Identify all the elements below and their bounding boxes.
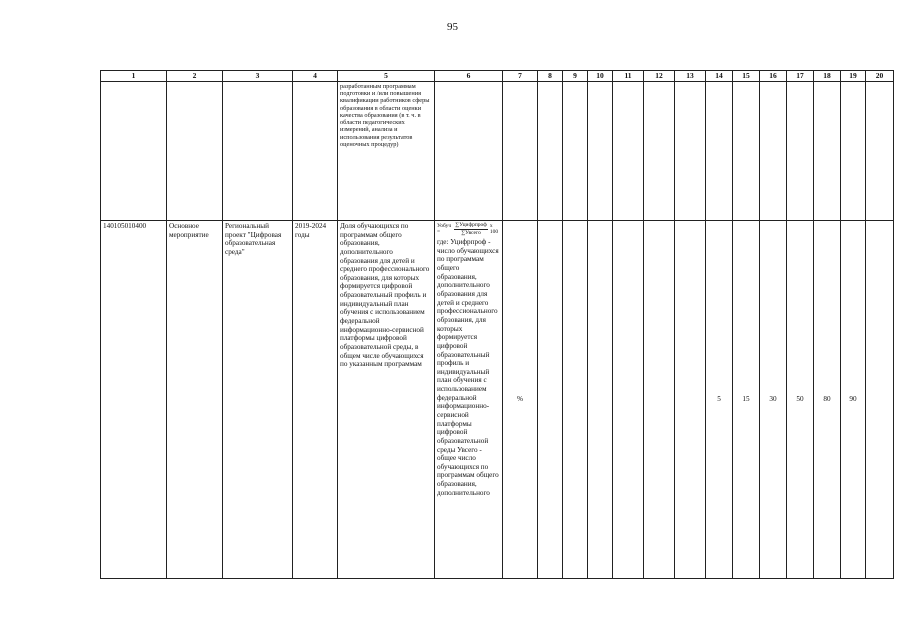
value-cell: 15 [733, 221, 760, 579]
formula: Уобуч = $\frac{\text{∑Уцифрпроф}}{\text{∑Увсего}}$ х 100 [437, 222, 499, 236]
value-cell: 50 [787, 221, 814, 579]
col-header: 14 [706, 71, 733, 82]
col-header: 15 [733, 71, 760, 82]
col-header: 9 [563, 71, 588, 82]
table-row [101, 82, 894, 221]
col-header: 1 [101, 71, 167, 82]
period-cell: 2019-2024 годы [293, 221, 338, 579]
type-cell: Основное мероприятие [167, 221, 223, 579]
value-cell: 30 [760, 221, 787, 579]
header-row [101, 71, 894, 82]
project-cell: Региональный проект "Цифровая образовательная среда" [223, 221, 293, 579]
col-header: 16 [760, 71, 787, 82]
col-header: 6 [435, 71, 503, 82]
col-header: 10 [588, 71, 613, 82]
value-cell: 80 [814, 221, 841, 579]
col-header: 7 [503, 71, 538, 82]
col-header: 12 [644, 71, 675, 82]
formula-description: где: Уцифрпроф - число обучающихся по программам общего образования, дополнительного образования для детей и среднего профессионального обрзования, для которых формируется цифровой образовательный профиль и индивидуальный план обучения с использованием федеральной информационно-сервисной платформы цифровой образовательной среды Увсего - общее число обучающихся по программам общего образования, дополнительного [437, 238, 499, 497]
col-header: 4 [293, 71, 338, 82]
table-row [101, 221, 894, 579]
indicator-name-continuation: разработанным программам подготовки и /или повышения квалификации работников сферы образования в области оценки качества образования (в т. ч. в области педагогических измерений, анализа и использования результатов оценочных процедур) [338, 82, 435, 221]
col-header: 3 [223, 71, 293, 82]
col-header: 17 [787, 71, 814, 82]
col-header: 18 [814, 71, 841, 82]
col-header: 8 [538, 71, 563, 82]
col-header: 5 [338, 71, 435, 82]
col-header: 11 [613, 71, 644, 82]
col-header: 20 [866, 71, 894, 82]
unit-cell: % [503, 221, 538, 579]
indicator-name-cell: Доля обучающихся по программам общего образования, дополнительного образования для детей и среднего профессионального образования, для которых формируется цифровой образовательный профиль и индивидуальный план обучения с использованием федеральной информационно-сервисной платформы цифровой образовательной среды, в общем числе обучающихся по указанным программам [338, 221, 435, 579]
formula-cell [435, 221, 503, 579]
col-header: 2 [167, 71, 223, 82]
value-cell: 5 [706, 221, 733, 579]
code-cell: 140105010400 [101, 221, 167, 579]
col-header: 19 [841, 71, 866, 82]
col-header: 13 [675, 71, 706, 82]
value-cell: 90 [841, 221, 866, 579]
page-number: 95 [447, 21, 458, 33]
indicator-table [100, 70, 894, 579]
